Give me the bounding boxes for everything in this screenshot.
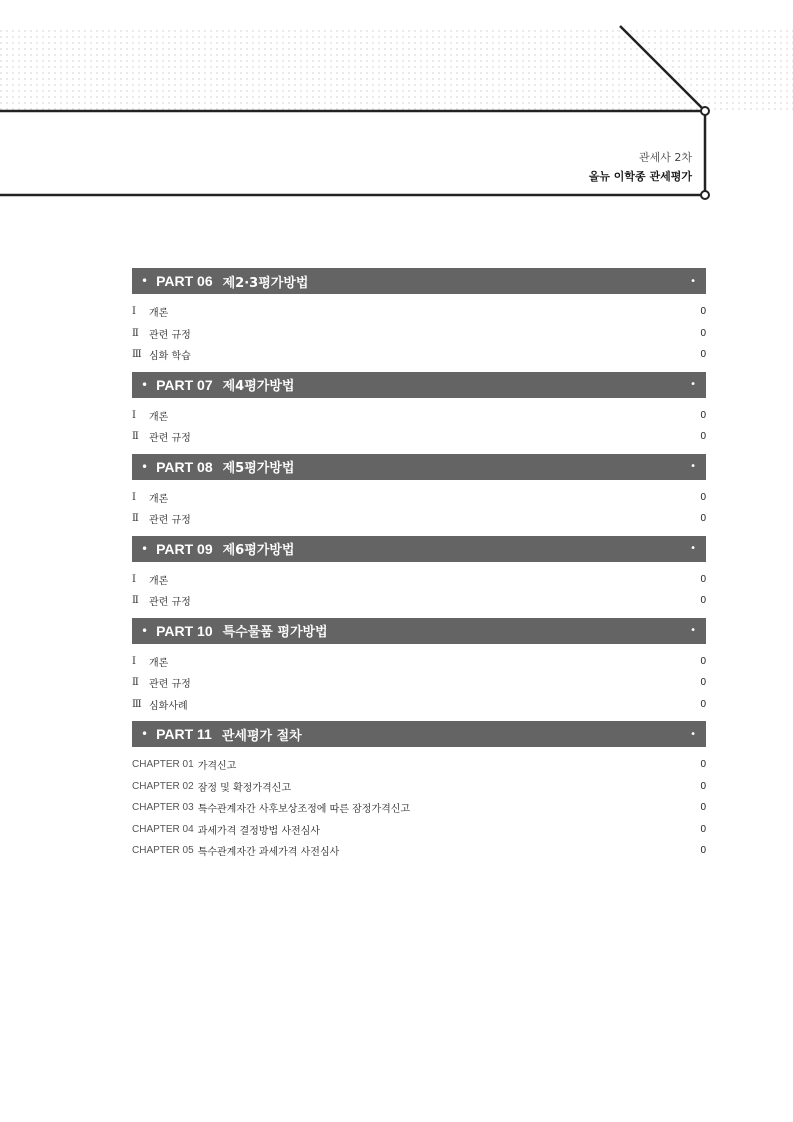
page-number: 0 [700,491,706,503]
part-10 [132,618,706,722]
part-label: PART 07 [156,376,213,393]
toc-entry[interactable] [132,694,706,716]
toc-chapter-entry[interactable] [132,776,706,798]
bullet-icon: • [141,459,149,474]
header-text [589,150,692,185]
dot-icon: • [690,728,696,740]
part-08 [132,454,706,536]
toc-entry[interactable] [132,405,706,427]
part-11 [132,721,706,862]
section-number: Ⅱ [132,431,139,443]
part-label: PART 11 [156,726,212,742]
part-header[interactable] [132,454,706,480]
toc-chapter-entry[interactable] [132,754,706,776]
section-title: 심화 학습 [149,351,191,363]
part-title: 제2·3평가방법 [222,275,309,291]
section-title: 관련 규정 [149,329,191,341]
page-number: 0 [700,655,706,667]
chapter-title: 특수관계자간 사후보상조정에 따른 잠정가격신고 [197,804,411,816]
part-label: PART 08 [156,458,213,475]
page-number: 0 [700,759,706,771]
dot-icon: • [690,543,696,554]
toc-entry[interactable] [132,344,706,366]
section-number: Ⅱ [132,595,139,607]
section-number: Ⅲ [132,349,142,361]
chapter-title: 잠정 및 확정가격신고 [197,782,291,794]
section-title: 개론 [149,575,169,587]
chapter-label: CHAPTER 01 [132,759,194,771]
toc-entry[interactable] [132,301,706,323]
part-title: 제5평가방법 [222,461,295,476]
section-number: Ⅱ [132,327,139,339]
page-number: 0 [700,431,706,443]
page-number: 0 [700,802,706,814]
chapter-title: 과세가격 결정방법 사전심사 [197,825,320,837]
part-06 [132,268,706,372]
page-number: 0 [700,780,706,792]
page-number: 0 [700,349,706,361]
chapter-title: 가격신고 [197,761,237,773]
part-title: 특수물품 평가방법 [222,625,328,640]
section-title: 개론 [149,493,169,505]
part-label: PART 09 [156,540,213,557]
bullet-icon: • [141,623,149,638]
section-title: 개론 [149,308,169,320]
part-title: 제4평가방법 [222,379,295,394]
bullet-icon: • [141,541,149,556]
dot-icon: • [690,379,696,390]
toc-entry[interactable] [132,590,706,612]
chapter-label: CHAPTER 03 [132,802,194,814]
dot-icon: • [690,625,696,636]
section-title: 관련 규정 [149,597,191,609]
toc-entry[interactable] [132,487,706,509]
frame-node-bottom [701,191,709,199]
part-title: 제6평가방법 [222,543,295,558]
section-title: 심화사례 [149,700,188,712]
part-title: 관세평가 절차 [221,728,302,744]
page-number: 0 [700,573,706,585]
section-number: Ⅱ [132,513,139,525]
toc-entry[interactable] [132,426,706,448]
section-title: 관련 규정 [149,515,191,527]
section-number: Ⅰ [132,655,136,667]
part-header[interactable] [132,268,706,294]
dot-icon: • [690,461,696,472]
page-number: 0 [700,845,706,857]
toc-entry[interactable] [132,651,706,673]
page-number: 0 [700,823,706,835]
book-subtitle: 관세사 2차 [639,151,692,164]
chapter-title: 특수관계자간 과세가격 사전심사 [197,847,340,859]
section-number: Ⅰ [132,306,136,318]
toc-entry[interactable] [132,672,706,694]
page-number: 0 [700,698,706,710]
toc-entry[interactable] [132,508,706,530]
page-number: 0 [700,595,706,607]
dot-icon: • [690,275,696,287]
bullet-icon: • [141,377,149,392]
toc-chapter-entry[interactable] [132,819,706,841]
page-number: 0 [700,327,706,339]
toc-chapter-entry[interactable] [132,840,706,862]
toc-entry[interactable] [132,569,706,591]
section-title: 개론 [149,657,169,669]
page-number: 0 [700,409,706,421]
toc-chapter-entry[interactable] [132,797,706,819]
page-number: 0 [700,306,706,318]
bullet-icon: • [141,727,149,741]
chapter-label: CHAPTER 04 [132,823,194,835]
chapter-label: CHAPTER 05 [132,845,194,857]
table-of-contents [132,268,706,862]
section-number: Ⅰ [132,409,136,421]
section-title: 개론 [149,411,169,423]
section-number: Ⅰ [132,491,136,503]
toc-entry[interactable] [132,323,706,345]
section-title: 관련 규정 [149,679,191,691]
part-header[interactable] [132,372,706,398]
page-number: 0 [700,677,706,689]
part-09 [132,536,706,618]
frame-node-top [701,107,709,115]
part-header[interactable] [132,721,706,747]
part-07 [132,372,706,454]
chapter-label: CHAPTER 02 [132,780,194,792]
section-number: Ⅲ [132,698,142,710]
section-title: 관련 규정 [149,433,191,445]
part-header[interactable] [132,618,706,644]
part-header[interactable] [132,536,706,562]
dot-pattern [0,26,793,110]
section-number: Ⅱ [132,677,139,689]
part-label: PART 10 [156,622,213,639]
page-number: 0 [700,513,706,525]
bullet-icon: • [141,274,149,288]
book-title: 올뉴 이학종 관세평가 [588,170,692,183]
section-number: Ⅰ [132,573,136,585]
part-label: PART 06 [156,273,213,289]
